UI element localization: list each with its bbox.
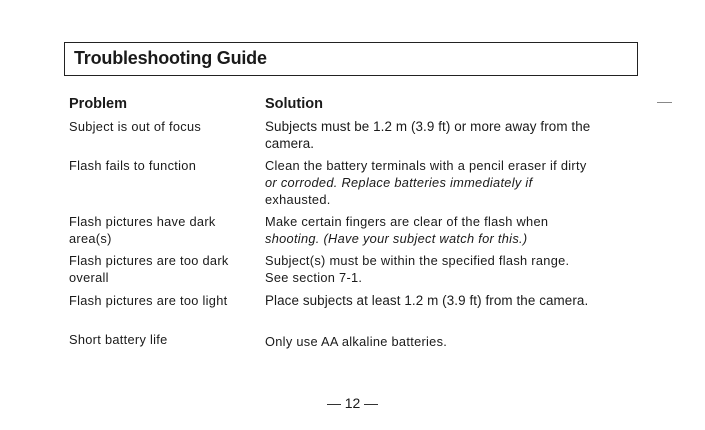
solution-line: Make certain fingers are clear of the flash when [265, 214, 549, 229]
margin-mark [657, 102, 672, 103]
page-number [0, 395, 705, 411]
problem-text: Short battery life [69, 332, 168, 347]
page-title: Troubleshooting Guide [74, 48, 267, 68]
problem-text: Flash pictures are too dark overall [69, 253, 229, 285]
solution-line: Clean the battery terminals with a pencil eraser if dirty [265, 158, 587, 173]
solution-column-header: Solution [265, 96, 323, 112]
solution-line: or corroded. Replace batteries immediately if [265, 175, 533, 190]
title-box [64, 42, 638, 76]
solution-text: Only use AA alkaline batteries. [265, 334, 448, 349]
solution-text: Place subjects at least 1.2 m (3.9 ft) from the camera. [265, 293, 589, 308]
page-number-value: 12 [344, 395, 361, 411]
solution-text [265, 252, 650, 286]
solution-line: Subject(s) must be within the specified flash range. [265, 253, 570, 268]
problem-text: Flash fails to function [69, 158, 197, 173]
solution-text [265, 213, 650, 247]
problem-text: Flash pictures have dark area(s) [69, 214, 216, 246]
solution-text [265, 157, 650, 208]
problem-text: Flash pictures are too light [69, 293, 228, 308]
dash-right [364, 404, 378, 405]
solution-line: shooting. (Have your subject watch for this.) [265, 231, 528, 246]
problem-text: Subject is out of focus [69, 119, 202, 134]
problem-column-header: Problem [69, 96, 128, 112]
dash-left [327, 404, 341, 405]
solution-text: Subjects must be 1.2 m (3.9 ft) or more away from the camera. [265, 119, 591, 151]
solution-line: exhausted. [265, 192, 331, 207]
solution-line: See section 7-1. [265, 270, 363, 285]
